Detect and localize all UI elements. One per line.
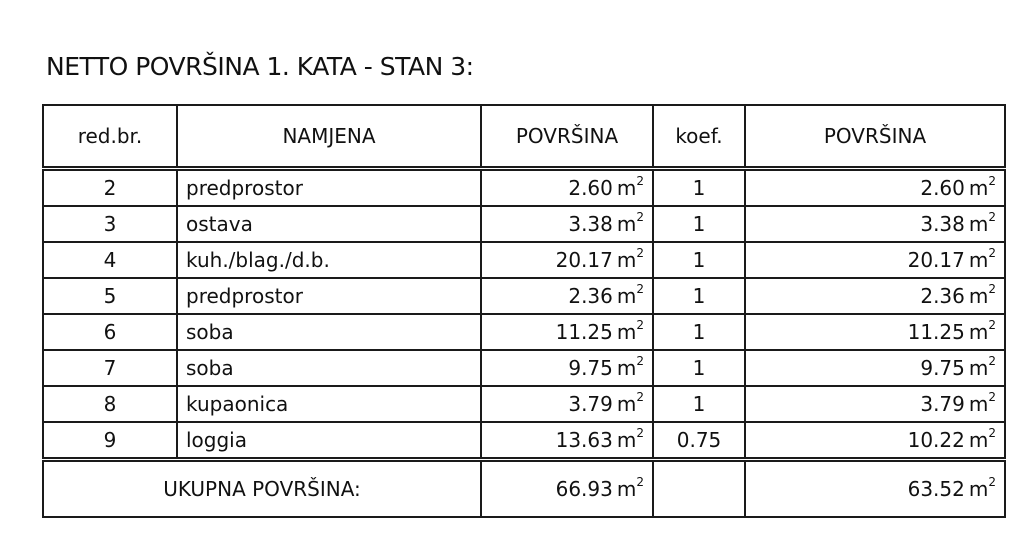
cell-povrsina: 13.63 $m^2$ bbox=[481, 422, 653, 460]
table-row bbox=[43, 169, 1005, 207]
cell-povrsina-weighted: 20.17 $m^2$ bbox=[745, 242, 1005, 278]
cell-povrsina-weighted: 11.25 $m^2$ bbox=[745, 314, 1005, 350]
total-row bbox=[43, 460, 1005, 518]
cell-koef: 1 bbox=[653, 242, 745, 278]
document-title: NETTO POVRŠINA 1. KATA - STAN 3: bbox=[46, 52, 474, 81]
table-row bbox=[43, 350, 1005, 386]
cell-red-br: 4 bbox=[43, 242, 177, 278]
cell-povrsina: 3.38 $m^2$ bbox=[481, 206, 653, 242]
cell-povrsina-weighted: 3.79 $m^2$ bbox=[745, 386, 1005, 422]
cell-povrsina-weighted: 3.38 $m^2$ bbox=[745, 206, 1005, 242]
cell-koef: 1 bbox=[653, 278, 745, 314]
header-namjena: NAMJENA bbox=[177, 105, 481, 169]
cell-namjena: kuh./blag./d.b. bbox=[177, 242, 481, 278]
total-povrsina-weighted: 63.52 $m^2$ bbox=[745, 460, 1005, 518]
table-row bbox=[43, 278, 1005, 314]
cell-koef: 0.75 bbox=[653, 422, 745, 460]
cell-namjena: kupaonica bbox=[177, 386, 481, 422]
cell-povrsina: 9.75 $m^2$ bbox=[481, 350, 653, 386]
header-red-br: red.br. bbox=[43, 105, 177, 169]
cell-povrsina-weighted: 2.60 $m^2$ bbox=[745, 169, 1005, 207]
cell-povrsina: 2.36 $m^2$ bbox=[481, 278, 653, 314]
total-povrsina: 66.93 $m^2$ bbox=[481, 460, 653, 518]
header-povrsina: POVRŠINA bbox=[481, 105, 653, 169]
cell-namjena: loggia bbox=[177, 422, 481, 460]
cell-red-br: 2 bbox=[43, 169, 177, 207]
cell-red-br: 8 bbox=[43, 386, 177, 422]
table-row bbox=[43, 314, 1005, 350]
cell-povrsina-weighted: 9.75 $m^2$ bbox=[745, 350, 1005, 386]
cell-povrsina: 3.79 $m^2$ bbox=[481, 386, 653, 422]
cell-koef: 1 bbox=[653, 314, 745, 350]
cell-povrsina: 11.25 $m^2$ bbox=[481, 314, 653, 350]
table-row bbox=[43, 422, 1005, 460]
table-row bbox=[43, 386, 1005, 422]
header-row bbox=[43, 105, 1005, 169]
cell-red-br: 3 bbox=[43, 206, 177, 242]
cell-povrsina: 2.60 $m^2$ bbox=[481, 169, 653, 207]
cell-namjena: soba bbox=[177, 314, 481, 350]
header-koef: koef. bbox=[653, 105, 745, 169]
total-label: UKUPNA POVRŠINA: bbox=[43, 460, 481, 518]
cell-red-br: 7 bbox=[43, 350, 177, 386]
table-row bbox=[43, 242, 1005, 278]
area-table bbox=[42, 104, 1006, 518]
table-row bbox=[43, 206, 1005, 242]
cell-koef: 1 bbox=[653, 169, 745, 207]
cell-koef: 1 bbox=[653, 350, 745, 386]
cell-povrsina: 20.17 $m^2$ bbox=[481, 242, 653, 278]
cell-namjena: ostava bbox=[177, 206, 481, 242]
cell-namjena: soba bbox=[177, 350, 481, 386]
header-povrsina-weighted: POVRŠINA bbox=[745, 105, 1005, 169]
table-body bbox=[43, 169, 1005, 460]
cell-red-br: 6 bbox=[43, 314, 177, 350]
cell-koef: 1 bbox=[653, 206, 745, 242]
cell-red-br: 9 bbox=[43, 422, 177, 460]
cell-namjena: predprostor bbox=[177, 278, 481, 314]
cell-red-br: 5 bbox=[43, 278, 177, 314]
cell-povrsina-weighted: 10.22 $m^2$ bbox=[745, 422, 1005, 460]
cell-koef: 1 bbox=[653, 386, 745, 422]
cell-povrsina-weighted: 2.36 $m^2$ bbox=[745, 278, 1005, 314]
total-koef-empty bbox=[653, 460, 745, 518]
cell-namjena: predprostor bbox=[177, 169, 481, 207]
